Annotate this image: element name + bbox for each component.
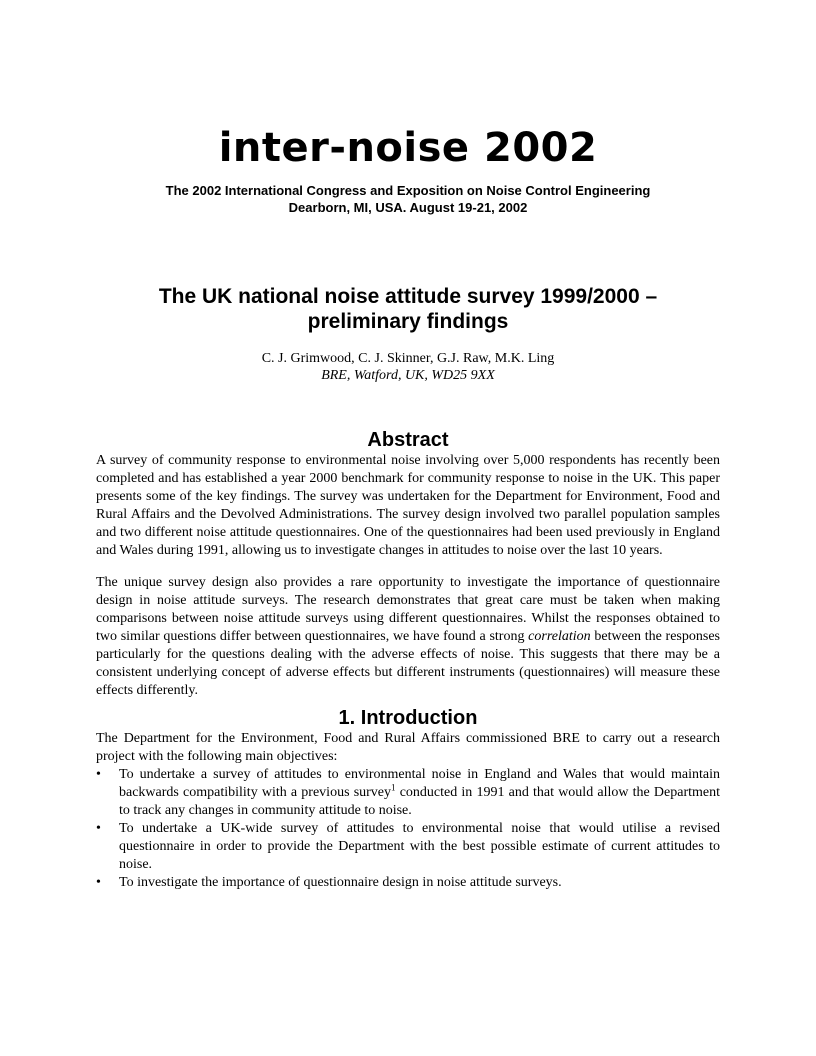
paper-title: [96, 284, 720, 334]
list-item: [96, 874, 720, 892]
conference-logo: inter-noise 2002: [218, 125, 598, 171]
bullet-3-text: To investigate the importance of questionnaire design in noise attitude surveys.: [119, 875, 562, 890]
bullet-1-text-a: To undertake a survey of attitudes to environmental noise in England and Wales that would maintain backwards compatibility with a previous survey: [119, 767, 720, 800]
introduction-heading: 1. Introduction: [338, 707, 478, 729]
paper-authors: C. J. Grimwood, C. J. Skinner, G.J. Raw, M.K. Ling: [261, 351, 555, 366]
paper-title-line-2: preliminary findings: [307, 310, 509, 333]
abstract-paragraph-1: A survey of community response to environmental noise involving over 5,000 respondents has recently been completed and has established a year 2000 benchmark for community response to noise in the UK. This paper presents some of the key findings. The survey was undertaken for the Department for Environment, Food and Rural Affairs and the Devolved Administrations. The survey design involved two parallel population samples and two different noise attitude questionnaires. One of the questionnaires had been used previously in England and Wales during 1991, allowing us to investigate changes in attitudes to noise over the last 10 years.: [96, 453, 720, 558]
paper-title-line-1: The UK national noise attitude survey 1999/2000 –: [158, 285, 658, 308]
bullet-1-text-b: conducted in 1991 and that would allow the Department to track any changes in community attitude to noise.: [119, 785, 720, 818]
abstract-heading: Abstract: [367, 429, 449, 451]
bullet-icon: •: [96, 767, 101, 782]
bullet-2-text: To undertake a UK-wide survey of attitudes to environmental noise that would utilise a revised questionnaire in order to provide the Department with the best possible estimate of current attitudes to noise.: [119, 821, 720, 872]
paper-page: [96, 0, 720, 892]
abstract-paragraph-2-text-a: The unique survey design also provides a rare opportunity to investigate the importance of questionnaire design in noise attitude surveys. The research demonstrates that great care must be taken when making comparisons between noise attitude surveys using different questionnaires. Whilst the responses obtained to two similar questions differ between questionnaires, we have found a strong: [96, 575, 720, 644]
bullet-icon: •: [96, 875, 101, 890]
conference-location-date: Dearborn, MI, USA. August 19-21, 2002: [288, 200, 528, 215]
paper-affiliation: BRE, Watford, UK, WD25 9XX: [321, 368, 495, 383]
list-item: [96, 766, 720, 820]
abstract-paragraph-2: [96, 574, 720, 700]
conference-name: The 2002 International Congress and Exposition on Noise Control Engineering: [165, 183, 651, 198]
objectives-list: [96, 766, 720, 892]
footnote-reference: 1: [391, 782, 396, 793]
bullet-icon: •: [96, 821, 101, 836]
list-item: [96, 820, 720, 874]
abstract-paragraph-2-text-b: between the responses particularly for the questions dealing with the adverse effects of noise. This suggests that there may be a consistent underlying concept of adverse effects but different instruments (questionnaires) will measure these effects differently.: [96, 629, 720, 698]
introduction-lead: The Department for the Environment, Food and Rural Affairs commissioned BRE to carry out a research project with the following main objectives:: [96, 731, 720, 764]
abstract-emphasis-correlation: correlation: [528, 629, 591, 644]
